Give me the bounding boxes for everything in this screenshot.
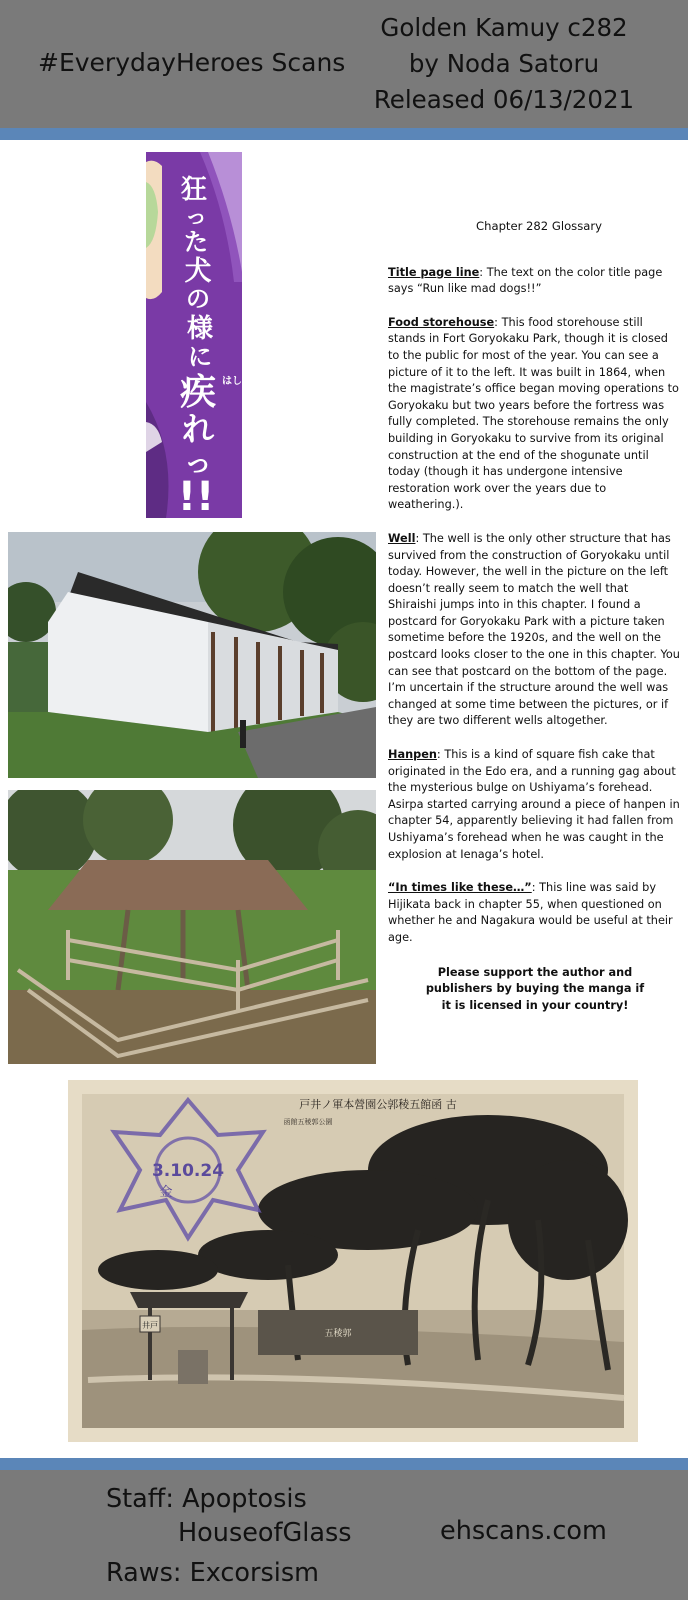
- well-photo: [8, 790, 376, 1064]
- title-char-10: っ: [183, 446, 213, 479]
- title-ruby: はし: [222, 376, 242, 387]
- title-char-9: れ: [181, 410, 215, 448]
- support-note: [388, 965, 680, 1015]
- glossary-separator: :: [479, 265, 487, 279]
- support-line: it is licensed in your country!: [441, 998, 629, 1012]
- vintage-postcard: [68, 1080, 638, 1442]
- glossary-entry: [388, 265, 680, 298]
- title-char-7: に: [188, 343, 212, 371]
- title-char-2: っ: [184, 205, 208, 230]
- glossary-definition: The text on the color title page says “Run like mad dogs!!”: [388, 265, 663, 296]
- glossary-entry: [388, 880, 680, 946]
- shop-sign: 五稜郭: [324, 1329, 352, 1339]
- site-link[interactable]: ehscans.com: [440, 1516, 607, 1546]
- title-char-4: 犬: [184, 256, 212, 287]
- support-line: Please support the author and: [437, 965, 633, 979]
- glossary-entry: [388, 315, 680, 514]
- glossary-separator: :: [436, 748, 445, 762]
- title-char-5: の: [186, 285, 210, 313]
- postmark-char: 金: [159, 1185, 173, 1200]
- well-sign: 井戸: [142, 1321, 158, 1330]
- header-divider: [0, 128, 688, 140]
- postcard-illustration: [68, 1080, 638, 1442]
- release-info: [372, 10, 636, 118]
- glossary-separator: :: [494, 315, 502, 329]
- footer-bar: [0, 1470, 688, 1600]
- glossary-separator: :: [415, 531, 423, 545]
- glossary-term: Hanpen: [388, 748, 437, 762]
- title-page-banner: [146, 152, 242, 518]
- raws-credit: Raws: Excorsism: [106, 1558, 319, 1588]
- glossary-definition: This food storehouse still stands in Fort Goryokaku Park, though it is closed to the public for most of the year. You can see a picture of it to the left. It was built in 1864, when the magistrate’s office began moving operations to Goryokaku but two years before the fortress was fully completed. The storehouse remains the only building in Goryokaku to survive from its original construction at the end of the shogunate until today (though it has undergone intensive restoration work over the years due to weathering.).: [388, 315, 679, 512]
- food-storehouse-illustration: [8, 532, 376, 778]
- glossary: [388, 218, 680, 1014]
- postmark-date: 3.10.24: [151, 1161, 225, 1181]
- glossary-term: Title page line: [388, 265, 480, 279]
- glossary-term: “In times like these…”: [388, 881, 532, 895]
- glossary-definition: The well is the only other structure that has survived from the construction of Goryokaku until today. However, the well in the picture on the left doesn’t really seem to match the well that Shiraishi jumps into in this chapter. I found a postcard for Goryokaku Park with a picture taken sometime before the 1920s, and the well on the postcard looks closer to the one in this chapter. You can see that postcard on the bottom of the page. I’m uncertain if the structure around the well was changed at some time between the pictures, or if they are two different wells altogether.: [388, 531, 680, 728]
- title-char-6: 様: [186, 314, 214, 344]
- support-line: publishers by buying the manga if: [425, 982, 645, 996]
- postcard-sub-caption: 函館五稜郭公園: [283, 1118, 333, 1126]
- title-char-1: 狂: [180, 175, 208, 205]
- glossary-term: Well: [388, 531, 416, 545]
- glossary-entry: [388, 531, 680, 730]
- glossary-separator: :: [531, 881, 540, 895]
- glossary-term: Food storehouse: [388, 315, 495, 329]
- staff-credit-2: HouseofGlass: [178, 1518, 352, 1548]
- glossary-heading: Chapter 282 Glossary: [476, 219, 602, 233]
- postcard-caption: 戸井ノ軍本營園公郭稜五館函 古: [299, 1098, 457, 1111]
- title-char-8: 疾: [179, 372, 217, 413]
- glossary-entry: [388, 747, 680, 863]
- scan-group-name: #EverydayHeroes Scans: [38, 48, 346, 77]
- well-illustration: [8, 790, 376, 1064]
- release-date: Released 06/13/2021: [373, 85, 635, 114]
- glossary-definition: This is a kind of square fish cake that originated in the Edo era, and a running gag about the mysterious bulge on Ushiyama’s forehead. Asirpa started carrying around a piece of hanpen in chapter 54, apparently believing it had fallen from Ushiyama’s forehead when he was caught in the explosion at Ienaga’s hotel.: [388, 748, 680, 861]
- title-page-art: [146, 152, 242, 518]
- staff-credit: Staff: Apoptosis: [106, 1484, 307, 1514]
- food-storehouse-photo: [8, 532, 376, 778]
- series-chapter: Golden Kamuy c282: [380, 13, 628, 42]
- footer-divider: [0, 1458, 688, 1470]
- title-char-11: !!: [177, 474, 215, 518]
- glossary-definition: This line was said by Hijikata back in chapter 55, when questioned on whether he and Nagakura would be useful at their age.: [388, 881, 673, 944]
- author-credit: by Noda Satoru: [408, 49, 600, 78]
- title-char-3: た: [184, 228, 208, 256]
